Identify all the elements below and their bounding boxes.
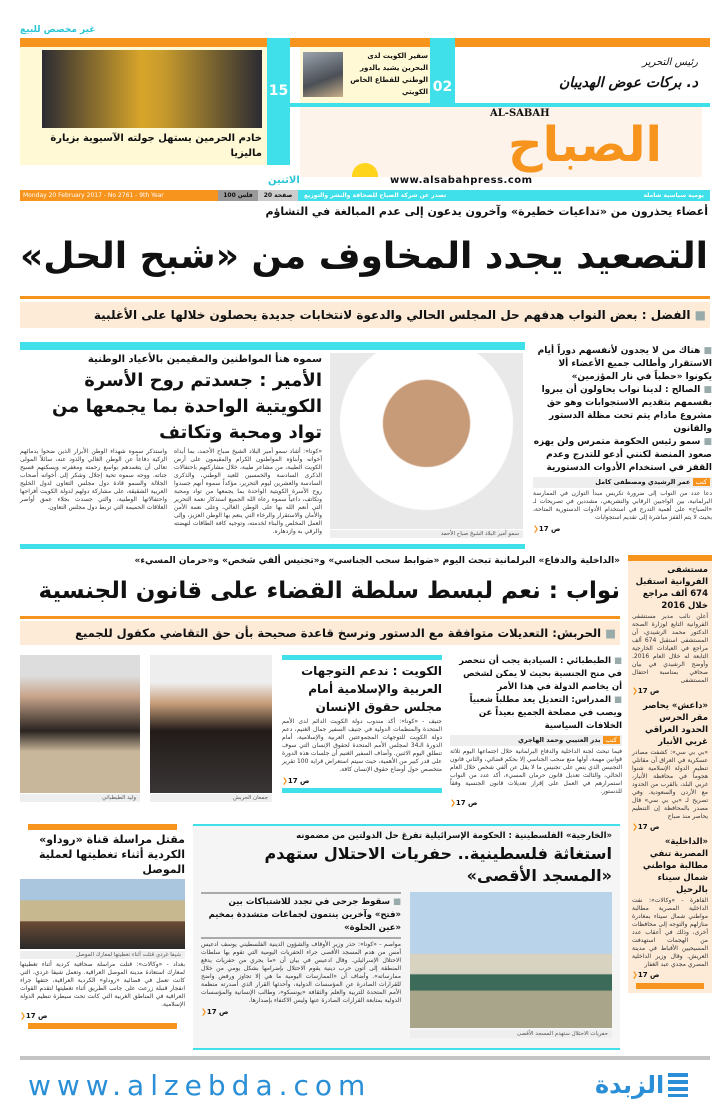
ref-arrow-icon: ❯ xyxy=(201,1008,207,1016)
aqsa-headline[interactable]: استغاثة فلسطينية.. حفريات الاحتلال ستهدم «المسجد الأقصى» xyxy=(264,844,612,885)
reporter-page-ref[interactable] xyxy=(20,1011,185,1021)
byline-names: عمر الرشيدي ومصطفى كامل xyxy=(595,478,691,486)
ref-text: ص 17 xyxy=(455,799,478,807)
right-sidebar xyxy=(628,555,712,993)
sidebar-story-title[interactable]: «الداخلية» المصرية تنفي مطالبة مواطني شمال سيناء بالرحيل xyxy=(642,837,708,895)
lead-kicker: أعضاء يحذرون من «تداعيات خطيرة» وآخرون يدعون إلى عدم المبالغة في التشاؤم xyxy=(265,205,708,218)
lead-bullets xyxy=(533,345,712,475)
ref-arrow-icon: ❯ xyxy=(282,777,288,785)
photo-harbash-caption: جمعان الحربش xyxy=(150,794,272,802)
byline-label: كتب xyxy=(693,478,710,486)
lead-right-column xyxy=(533,345,712,534)
publisher-line: تصدر عن شركة الصباح للصحافة والنشر والتوزيع xyxy=(304,192,447,199)
sidebar-page-ref[interactable] xyxy=(632,970,708,980)
lead-headline[interactable]: التصعيد يجدد المخاوف من «شبح الحل» xyxy=(19,236,708,277)
footer-logo xyxy=(595,1068,688,1102)
sidebar-story-body: «بي بي سي»: كشفت مصادر عسكرية في العراق أن مقاتلي تنظيم الدولة الإسلامية شنوا هجوماً في محافظة الأنبار، غربي البلد، بالقرب من الحدود مع الأردن والسعودية. وفي تصريح لـ «بي بي سي» قال مصدر بالمحافظة إن التنظيم يحاصر منذ صباح xyxy=(632,749,708,820)
page-count: 20 صفحة xyxy=(258,190,298,201)
emir-photo xyxy=(330,353,523,529)
footer-logo-text: الزبدة xyxy=(595,1071,665,1099)
emir-body-right: «كونا»: أشاد سمو أمير البلاد الشيخ صباح الأحمد، بما أبداه أخوانه وأبناؤه المواطنون الكرام والمقيمون على أرض الكويت الطيبة، من مشاعر طيبة، خلال مشاركتهم باحتفالات الذكرى السادسة والخمسين للعيد الوطني، والذكرى السادسة والعشرين ليوم التحرير، مؤكداً سموه أنهم جسدوا روح الأسرة الكويتية الواحدة بما يجمعها من تواد ومحبة وتكاتف، داعياً سموه رعاه الله الجميع استذكار نعمة التحرير التي أنعم الله بها على الوطن الغالي، وعلى نعمة الأمن والأمان والاستقرار والرخاء التي ينعم بها الوطن العزيز، وإلى العمل المخلص والبناء لخدمته، وتوجيه كافة الطاقات لنهضته والرقي به وازدهاره. xyxy=(174,448,322,535)
emir-text-column xyxy=(20,353,322,536)
nationality-page-ref[interactable] xyxy=(450,798,622,808)
sidebar-page-ref[interactable] xyxy=(632,822,708,832)
reporter-photo xyxy=(20,879,185,949)
aqsa-photo xyxy=(410,892,612,1028)
emir-body-left: واستذكر سموه شهداء الوطن الأبرار الذين ضحوا بدمائهم الزكية دفاعاً عن الوطن الغالي والذود عنه، سائلاً المولى تعالى أن يتغمدهم بواسع رحمته ومغفرته ويسكنهم فسيح جناته. ووجه سموه تحية إجلال وشكر إلى أخوانه أصحاب الجلالة والسمو قادة دول مجلس التعاون لدول الخليج العربية الشقيقة، على مشاركة دولهم لدولة الكويت أفراحها واحتفالاتها الوطنية، والتي جسدت بجلاء عمق أواصر العلاقات الحميمة التي تربط دول مجلس التعاون. xyxy=(20,448,167,511)
menu-lines-icon xyxy=(668,1073,688,1097)
newspaper-logo: الصباح xyxy=(508,117,662,173)
nationality-bullet: ■ الطبطبائي : السيادية يجب أن تنحصر في منح الجنسية بحيث لا يمكن لشخص أن يخاصم الدولة في هذا الأمر xyxy=(450,655,622,694)
not-for-sale-label: غير مخصص للبيع xyxy=(20,25,96,35)
masthead-website[interactable]: www.alsabahpress.com xyxy=(390,175,533,186)
editor-label: رئيس التحرير xyxy=(642,57,698,68)
reporter-top-bar xyxy=(28,824,177,830)
kuwait-rights-page-ref[interactable] xyxy=(282,776,442,786)
footer-website[interactable]: www.alzebda.com xyxy=(28,1069,372,1102)
teaser-title: سفير الكويت لدى البحرين يشيد بالدور الوطني للقطاع الخاص الكويتي xyxy=(350,52,428,96)
emir-bottom-bar xyxy=(20,544,525,549)
sidebar-bottom-bar xyxy=(636,983,704,989)
teaser-photo xyxy=(303,52,343,97)
nationality-kicker: «الداخلية والدفاع» البرلمانية تبحث اليوم «ضوابط سحب الجناسي» و«تجنيس ألفي شخص» و«حرمان المسيء» xyxy=(134,556,620,566)
teaser-photo xyxy=(42,50,262,128)
tagline: يومية سياسية شاملة xyxy=(643,192,704,199)
nationality-byline xyxy=(450,735,622,746)
reporter-photo-caption: شيفا غردي قتلت أثناء تغطيتها لمعارك الموصل xyxy=(20,951,185,959)
teaser-page-02 xyxy=(430,38,455,103)
sidebar-story-title[interactable]: «داعش» يحاصر مقر الحرس الحدود العراقي غربي الأنبار xyxy=(642,701,708,747)
aqsa-body: مواصم - «كونا»: حذر وزير الأوقاف والشؤون الدينية الفلسطيني يوسف ادعيس أمس من هدم المسجد الأقصى جراء الحفريات اليومية التي تقوم بها سلطات الاحتلال الإسرائيلي. وقال ادعيس في بيان أن «ما يجري من حفريات يدفع المنطقة إلى أتون حرب دينية يقوم الاحتلال بإضرامها بشكل يومي من خلال ممارساته». وأضاف أن «الممارسات اليومية ما هي إلا تجاوز ورفض واضح للقرارات الصادرة عن المؤسسات الدولية، وأحدثها القرار الذي أصدرته منظمة الأمم المتحدة للتربية والعلم والثقافة «يونسكو»، وطالب الإنسانية والمؤسسات الدولية بمتابعة القرارات الصادرة عنها وليس الاكتفاء بإصدارها. xyxy=(201,941,401,1004)
teaser-page-number: 15 xyxy=(268,83,289,99)
emir-headline[interactable]: الأمير : جسدتم روح الأسرة الكويتية الواحدة بما يجمعها من تواد ومحبة وتكاتف xyxy=(51,370,322,443)
reporter-body: بغداد - «وكالات»: قتلت مراسلة صحافية كردية أثناء تغطيتها لمعارك استعادة مدينة الموصل العراقية. وتعمل شيفا غردي، التي كانت تعمل في فضائية «روداو» الكردية العراقية، حتفها جراء انفجار قنبلة زرعت على جانب الطريق أثناء تغطيتها لتقدم القوات العراقية في المناطق الغربية التي كانت تحت سيطرة تنظيم الدولة الإسلامية. xyxy=(20,961,185,1008)
kuwait-rights-bar xyxy=(282,655,442,660)
lead-subhead: ■ الفضل : بعض النواب هدفهم حل المجلس الحالي والدعوة لانتخابات جديدة يحصلون خلالها على الأغلبية xyxy=(20,302,710,328)
emir-photo-caption: سمو أمير البلاد الشيخ صباح الأحمد xyxy=(330,530,523,538)
ref-text: ص 17 xyxy=(637,823,660,831)
byline-label: كتب xyxy=(603,736,620,744)
editor-name: د. بركات عوض الهديبان xyxy=(558,75,698,91)
aqsa-text-column xyxy=(201,892,401,1017)
teaser-page-number: 02 xyxy=(432,79,453,95)
aqsa-page-ref[interactable] xyxy=(201,1007,401,1017)
aqsa-photo-caption: حفريات الاحتلال ستهدم المسجد الأقصى xyxy=(410,1030,612,1038)
teaser-title: خادم الحرمين يستهل جولته الآسيوية بزيارة ماليزيا xyxy=(50,133,262,159)
aqsa-bullet: ■ سقوط جرحى في تجدد للاشتباكات بين «فتح» وآخرين ينتمون لجماعات متشددة بمخيم «عين الحلوة» xyxy=(201,892,401,939)
reporter-story xyxy=(20,824,185,1029)
price: 100 فلس xyxy=(218,190,258,201)
ref-arrow-icon: ❯ xyxy=(632,971,638,979)
ref-text: ص 17 xyxy=(538,525,561,533)
lead-byline xyxy=(533,477,712,488)
aqsa-kicker: «الخارجية» الفلسطينية : الحكومة الإسرائيلية تفرغ حل الدولتين من مضمونه xyxy=(296,831,612,841)
photo-harbash xyxy=(150,655,272,793)
lead-body: دعا عدد من النواب إلى ضرورة تكريس مبدأ التوازن في الممارسة البرلمانية، بين الواجبين الرقابي والتشريعي، مشددين في تصريحات لـ «الصباح» على أهمية التدرج في استخدام الأدوات الدستورية المتاحة، بحيث لا يتم القفز مباشرة إلى تقديم استجوابات xyxy=(533,490,712,521)
emir-top-bar xyxy=(20,342,525,350)
sidebar-story-title[interactable]: مستشفى الفروانية استقبل 674 ألف مراجع خلال 2016 xyxy=(635,565,708,611)
nationality-divider xyxy=(20,616,620,619)
ref-arrow-icon: ❯ xyxy=(20,1012,26,1020)
sidebar-page-ref[interactable] xyxy=(632,686,708,696)
lead-bullet: ■ سمو رئيس الحكومة متمرس ولن يهزه صعود المنصة لكنني أدعو للتدرج وعدم القفز في استخدام الأدوات الدستورية xyxy=(533,436,712,475)
logo-latin: AL-SABAH xyxy=(490,108,550,119)
reporter-bottom-bar xyxy=(28,1023,177,1029)
top-bar-left xyxy=(20,38,267,47)
ref-text: ص 17 xyxy=(25,1012,48,1020)
nationality-bullet: ■ المدراس: التعديل يعد مطلباً شعبياً ويصب في مصلحة الجميع بعيداً عن الخلافات السياسية xyxy=(450,694,622,733)
lead-divider xyxy=(20,296,710,299)
ref-arrow-icon: ❯ xyxy=(533,525,539,533)
teaser-ambassador[interactable] xyxy=(300,47,430,103)
ref-arrow-icon: ❯ xyxy=(632,823,638,831)
nationality-subhead: ■ الحربش: التعديلات متوافقة مع الدستور وترسخ قاعدة صحيحة بأن حق التقاضي مكفول للجميع xyxy=(20,621,620,645)
date-bar xyxy=(20,190,710,201)
photo-tabtabai-caption: وليد الطبطبائي xyxy=(20,794,140,802)
sidebar-story-body: القاهرة - «وكالات»: نفت الداخلية المصرية مطالبة مواطني شمال سيناء بمغادرة منازلهم والتوجه إلى محافظات أخرى، وذلك في أعقاب عدد من الهجمات استهدفت المسيحيين الأقباط في مدينة العريش. وقال وزير الداخلية المصري مجدي عبد الغفار xyxy=(632,897,708,968)
page-bottom-rule xyxy=(20,1056,710,1060)
reporter-headline[interactable]: مقتل مراسلة قناة «روداو» الكردية أثناء تغطيتها لعملية الموصل xyxy=(38,833,185,876)
sidebar-story-body: أعلن نائب مدير مستشفى الفروانية التابع لوزارة الصحة الدكتور محمد الرشيدي، أن المستشفى استقبل 674 ألف مراجع في العيادات الخارجية التابعة له خلال العام 2016. وأوضح الرشيدي في بيان صحافي بمناسبة احتفال المستشفى xyxy=(632,613,708,684)
kuwait-rights-body: جنيف - «كونا»: أكد مندوب دولة الكويت الدائم لدى الأمم المتحدة والمنظمات الدولية في جنيف السفير جمال الغنيم، دعم دولة الكويت للتوجهات المجموعتين العربية والإسلامية، أمام الدورة الـ34 لمجلس الأمم المتحدة لحقوق الإنسان التي سوف تنطلق اليوم الاثنين. وأضاف السفير الغنيم أن جلسات هذه الدورة على قدر كبير من الأهمية، حيث سيتم استعراض قرابة 100 تقرير متخصص حول أوضاع حقوق الإنسان كافة. xyxy=(282,718,442,773)
lead-page-ref[interactable] xyxy=(533,524,712,534)
top-bar-mid xyxy=(290,38,430,47)
nationality-bullets xyxy=(450,655,622,733)
date-line: Monday 20 February 2017 - No 2761 - 9th Year xyxy=(20,190,218,201)
ref-arrow-icon: ❯ xyxy=(632,687,638,695)
day-label: الاثنين xyxy=(268,175,300,186)
top-bar-right xyxy=(455,38,710,47)
nationality-body: فيما تبحث لجنة الداخلية والدفاع البرلمانية خلال اجتماعها اليوم ثلاثة قوانين مهمة، أولها منع سحب الجناسي إلا بحكم قضائي، والثاني قانون التجنيس الذي ينص على تجنيس ما لا يقل عن ألفي شخص خلال العام الحالي، والثالث تعديل قانون حرمان المسيء، أكد عدد من النواب استمرارهم في العمل على إقرار تعديلات قانون الجنسية وفقاً للدستور. xyxy=(450,748,622,795)
ref-text: ص 17 xyxy=(637,971,660,979)
lead-bullet: ■ هناك من لا يجدون لأنفسهم دوراً أيام الاستقرار وأطالب جميع الأعضاء ألا يكونوا «حطباً في نار المؤزمين» xyxy=(533,345,712,384)
kuwait-rights-story xyxy=(282,655,442,793)
byline-names: بدر العتيبي وحمد الهاجري xyxy=(517,736,601,744)
nationality-right-column xyxy=(450,655,622,808)
kuwait-rights-headline[interactable]: الكويت : ندعم التوجهات العربية والإسلامية أمام مجلس حقوق الإنسان xyxy=(301,664,442,714)
teaser-page-15 xyxy=(267,38,290,165)
kuwait-rights-bar-bottom xyxy=(282,788,442,793)
teaser-saudi-king[interactable] xyxy=(20,47,267,165)
ref-text: ص 17 xyxy=(637,687,660,695)
nationality-headline[interactable]: نواب : نعم لبسط سلطة القضاء على قانون الجنسية xyxy=(38,578,620,604)
emir-kicker: سموه هنأ المواطنين والمقيمين بالأعياد الوطنية xyxy=(87,354,322,365)
lead-bullet: ■ الصالح : لدينا نواب يحاولون أن يبروا بقسمهم بتقديم الاستجوابات وهو حق مشروع مادام يتم تحت مظلة الدستور والقانون xyxy=(533,384,712,436)
ref-arrow-icon: ❯ xyxy=(450,799,456,807)
ref-text: ص 17 xyxy=(287,777,310,785)
ref-text: ص 17 xyxy=(206,1008,229,1016)
photo-tabtabai xyxy=(20,655,140,793)
